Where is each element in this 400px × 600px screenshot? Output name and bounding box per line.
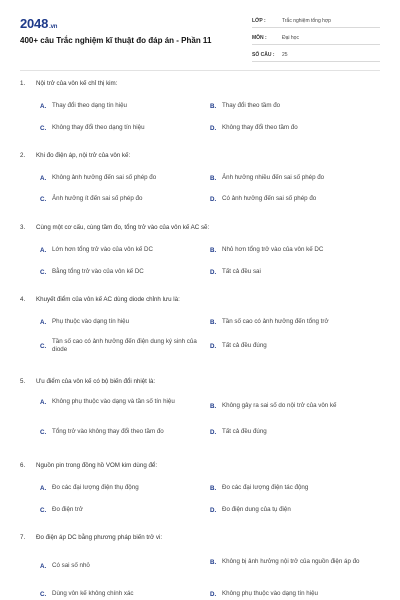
option-b[interactable]: B. Tần số cao có ảnh hưởng đến tổng trở xyxy=(210,318,329,326)
meta-label: MÔN : xyxy=(252,34,267,41)
option-d[interactable]: D. Tất cả đều sai xyxy=(210,268,261,276)
option-d[interactable]: D. Không phụ thuộc vào dạng tín hiệu xyxy=(210,590,318,598)
option-a[interactable]: A. Lớn hơn tổng trở vào của vôn kế DC xyxy=(40,246,153,254)
option-d[interactable]: D. Tất cả đều đúng xyxy=(210,342,267,350)
question-text: 3. Cùng một cơ cấu, cùng tầm đo, tổng trở vào của vôn kế AC sẽ: xyxy=(20,224,210,231)
question-6 xyxy=(20,462,380,514)
option-a[interactable]: A. Không ảnh hưởng đến sai số phép đo xyxy=(40,174,157,182)
question-number: 4. xyxy=(20,296,26,303)
option-a[interactable]: A. Có sai số nhỏ xyxy=(40,562,90,570)
site-logo[interactable] xyxy=(20,16,57,31)
meta-value: 25 xyxy=(282,51,288,58)
option-c[interactable]: C. Ảnh hưởng ít đến sai số phép đo xyxy=(40,195,143,203)
question-5 xyxy=(20,378,380,436)
header-divider xyxy=(20,70,380,71)
option-b[interactable]: B. Không gây ra sai số do nội trở của vôn kế xyxy=(210,402,337,410)
question-number: 5. xyxy=(20,378,26,385)
option-b[interactable]: B. Nhỏ hơn tổng trở vào của vôn kế DC xyxy=(210,246,324,254)
option-b[interactable]: B. Ảnh hưởng nhiều đến sai số phép đo xyxy=(210,174,325,182)
option-d[interactable]: D. Tất cả đều đúng xyxy=(210,428,267,436)
option-b[interactable]: B. Không bị ảnh hưởng nội trở của nguồn điện áp đo xyxy=(210,558,360,566)
meta-row-class xyxy=(252,14,380,28)
option-b[interactable]: B. Đo các đại lượng điện tác động xyxy=(210,484,309,492)
option-d[interactable]: D. Có ảnh hưởng đến sai số phép đo xyxy=(210,195,317,203)
meta-row-count xyxy=(252,48,380,62)
question-number: 1. xyxy=(20,80,26,87)
option-c[interactable]: C. Bằng tổng trở vào của vôn kế DC xyxy=(40,268,144,276)
option-c[interactable]: C. Đo điện trở xyxy=(40,506,83,514)
question-number: 6. xyxy=(20,462,26,469)
question-number: 2. xyxy=(20,152,26,159)
question-2 xyxy=(20,152,380,203)
question-text: 2. Khi đo điện áp, nội trở của vôn kế: xyxy=(20,152,131,159)
logo-text: 2048 xyxy=(20,16,49,31)
document-title: 400+ câu Trắc nghiệm kĩ thuật đo đáp án - Phần 11 xyxy=(20,36,212,45)
option-c[interactable]: C. Tần số cao có ảnh hưởng đến điện dung ký sinh của diode xyxy=(40,338,197,353)
meta-label: SỐ CÂU : xyxy=(252,51,275,58)
question-1 xyxy=(20,80,380,132)
question-number: 3. xyxy=(20,224,26,231)
option-d[interactable]: D. Không thay đổi theo tầm đo xyxy=(210,124,298,132)
meta-row-subject xyxy=(252,31,380,45)
meta-label: LỚP : xyxy=(252,17,266,24)
logo-domain: .vn xyxy=(49,24,58,30)
question-number: 7. xyxy=(20,534,26,541)
option-d[interactable]: D. Đo điện dung của tụ điện xyxy=(210,506,291,514)
option-a[interactable]: A. Đo các đại lượng điện thụ động xyxy=(40,484,139,492)
option-c[interactable]: C. Dùng vôn kế không chính xác xyxy=(40,590,134,598)
question-text: 4. Khuyết điểm của vôn kế AC dùng diode chỉnh lưu là: xyxy=(20,296,180,303)
question-text: 1. Nội trở của vôn kế chỉ thị kim: xyxy=(20,80,118,87)
option-b[interactable]: B. Thay đổi theo tầm đo xyxy=(210,102,281,110)
option-c[interactable]: C. Tổng trở vào không thay đổi theo tầm đo xyxy=(40,428,164,436)
question-text: 5. Ưu điểm của vôn kế có bộ biến đổi nhiệt là: xyxy=(20,378,156,385)
option-a[interactable]: A. Thay đổi theo dạng tín hiệu xyxy=(40,102,127,110)
question-4 xyxy=(20,296,380,353)
question-text: 7. Đo điện áp DC bằng phương pháp biến trở vi: xyxy=(20,534,163,541)
question-7 xyxy=(20,534,380,598)
question-3 xyxy=(20,224,380,276)
option-a[interactable]: A. Không phụ thuộc vào dạng và tần số tín hiệu xyxy=(40,398,175,406)
meta-value: Đại học xyxy=(282,34,299,41)
document-meta xyxy=(252,14,380,65)
page-header xyxy=(0,0,400,66)
meta-value: Trắc nghiệm tổng hợp xyxy=(282,17,331,24)
option-a[interactable]: A. Phụ thuộc vào dạng tín hiệu xyxy=(40,318,130,326)
question-text: 6. Nguồn pin trong đồng hồ VOM kim dùng để: xyxy=(20,462,158,469)
option-c[interactable]: C. Không thay đổi theo dạng tín hiệu xyxy=(40,124,145,132)
